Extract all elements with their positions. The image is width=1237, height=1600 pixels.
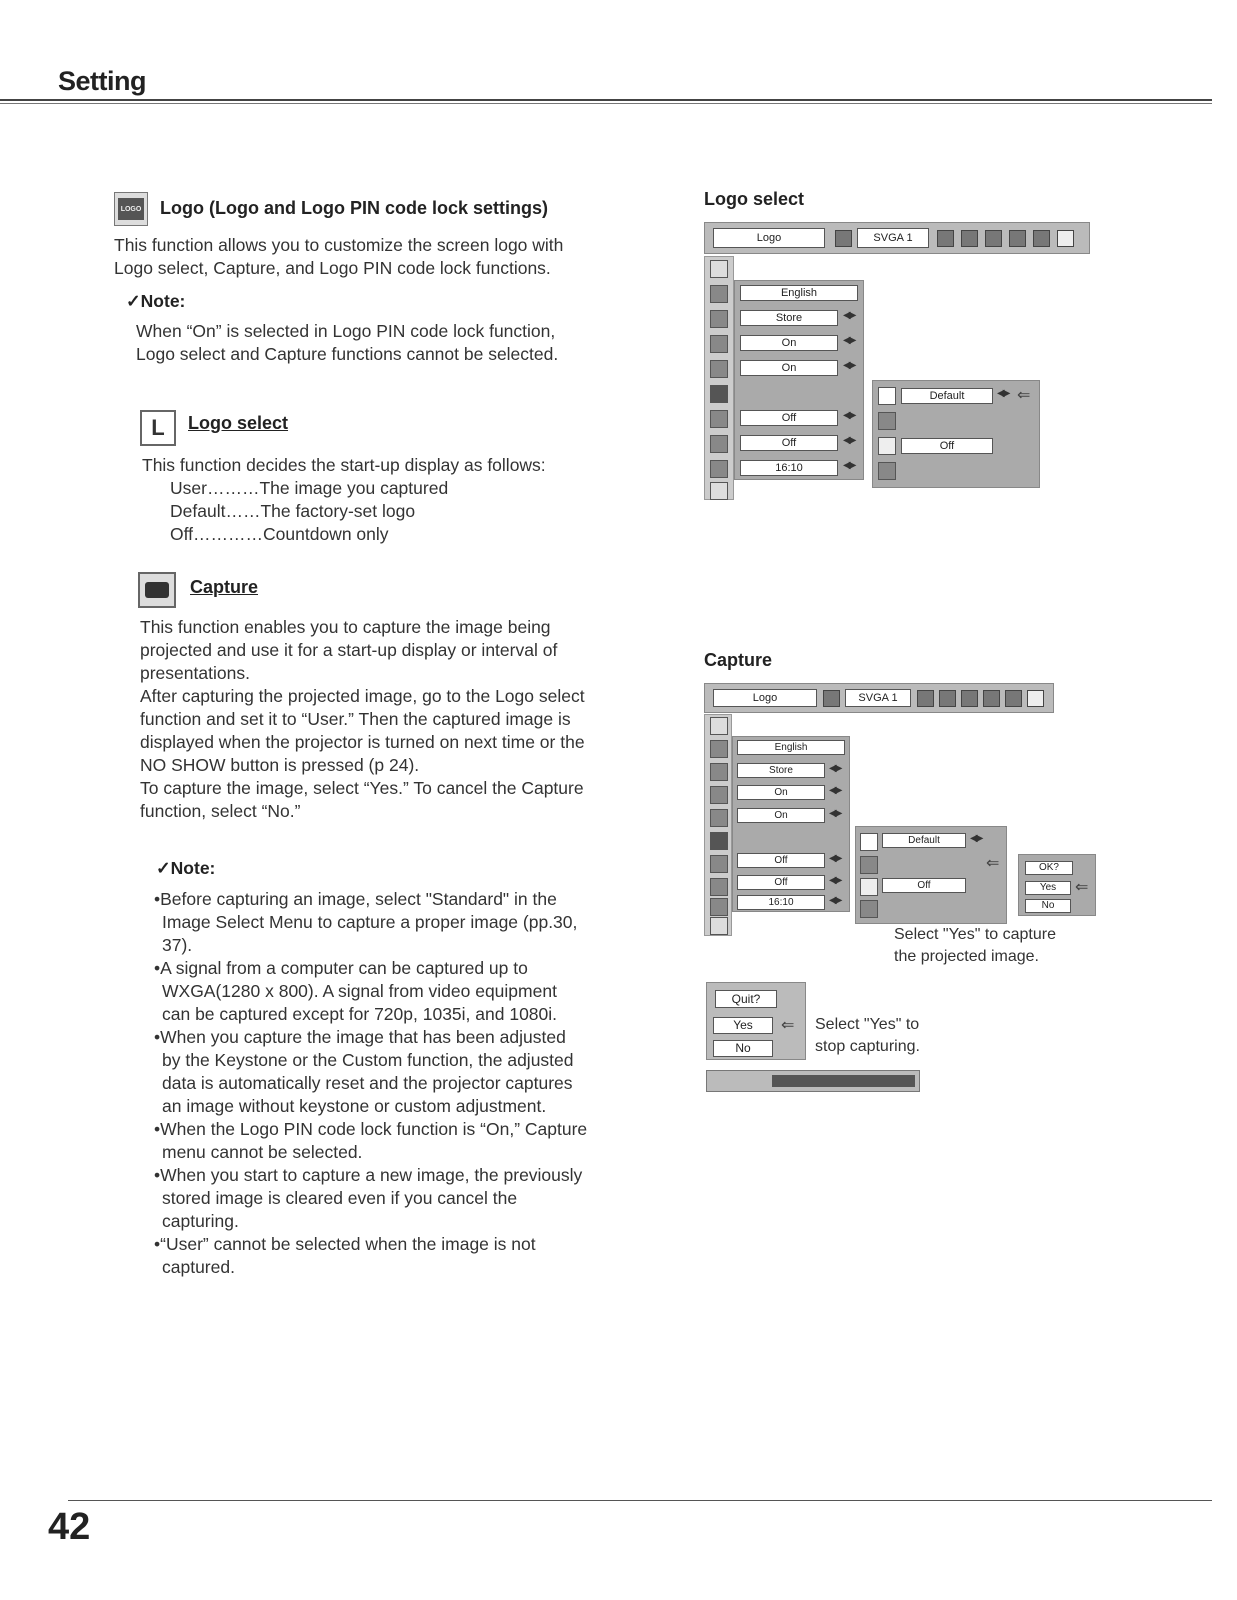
screen-icon bbox=[1009, 230, 1026, 247]
lr-arrows-icon: ◀▶ bbox=[843, 360, 855, 371]
section-intro: This function allows you to customize the screen logo with Logo select, Capture, and Logo PIN code lock functions. bbox=[114, 235, 564, 278]
logo-select-text: This function decides the start-up display as follows: User………The image you captured Default……The factory-set logo Off…………Countdown only bbox=[142, 455, 546, 544]
fig1-signal: SVGA 1 bbox=[857, 228, 929, 248]
menu-icon bbox=[710, 898, 728, 916]
lr-arrows-icon: ◀▶ bbox=[829, 808, 841, 819]
up-arrow-icon bbox=[710, 717, 728, 735]
menu-icon bbox=[710, 310, 728, 328]
lr-arrows-icon: ◀▶ bbox=[843, 335, 855, 346]
fig1-menubar bbox=[704, 222, 1090, 254]
section-note-text: When “On” is selected in Logo PIN code lock function, Logo select and Capture functions cannot be selected. bbox=[136, 321, 559, 364]
signal-icon bbox=[823, 690, 840, 707]
lr-arrows-icon: ◀▶ bbox=[997, 388, 1009, 399]
fig2-logo-submenu: Default ◀▶ ⇐ Off bbox=[855, 826, 1007, 924]
logo-section-icon: LOGO bbox=[114, 192, 148, 226]
fig2-signal: SVGA 1 bbox=[845, 689, 911, 707]
footer-rule bbox=[68, 1500, 1212, 1501]
exit-icon bbox=[878, 462, 896, 480]
image-adjust-icon bbox=[917, 690, 934, 707]
camera-icon bbox=[138, 572, 176, 608]
caption-quit: Select "Yes" to stop capturing. bbox=[815, 1016, 920, 1055]
pointer-icon: ⇐ bbox=[986, 855, 1000, 872]
check-icon: ✓ bbox=[156, 858, 171, 878]
menu-icon bbox=[710, 855, 728, 873]
camera-icon bbox=[860, 856, 878, 874]
lr-arrows-icon: ◀▶ bbox=[829, 875, 841, 886]
list-item: •When the Logo PIN code lock function is “On,” Capture menu cannot be selected. bbox=[154, 1119, 588, 1162]
section-note-label: ✓Note: bbox=[126, 291, 186, 311]
progress-fill bbox=[711, 1075, 772, 1087]
page-header-title: Setting bbox=[58, 66, 146, 96]
list-item: •“User” cannot be selected when the image is not captured. bbox=[154, 1234, 536, 1277]
capture-title: Capture bbox=[190, 577, 259, 597]
pin-lock-icon bbox=[878, 437, 896, 455]
capture-note-label: ✓Note: bbox=[156, 858, 216, 878]
check-icon: ✓ bbox=[126, 291, 141, 311]
quit-dialog: Quit? Yes ⇐ No bbox=[706, 982, 806, 1060]
pointer-icon: ⇐ bbox=[781, 1017, 795, 1034]
menu-icon bbox=[710, 763, 728, 781]
header-rule-thin bbox=[0, 103, 1212, 104]
image-adjust-icon bbox=[937, 230, 954, 247]
menu-icon bbox=[710, 435, 728, 453]
caption-capture: Select "Yes" to capture the projected image. bbox=[894, 926, 1056, 965]
exit-icon bbox=[860, 900, 878, 918]
logo-select-title: Logo select bbox=[188, 413, 289, 433]
logo-select-icon bbox=[860, 833, 878, 851]
image-select-icon bbox=[939, 690, 956, 707]
fig2-menu-title: Logo bbox=[713, 689, 817, 707]
ok-dialog: OK? Yes ⇐ No bbox=[1018, 854, 1096, 916]
menu-icon bbox=[710, 809, 728, 827]
info-icon bbox=[1005, 690, 1022, 707]
lr-arrows-icon: ◀▶ bbox=[829, 785, 841, 796]
lr-arrows-icon: ◀▶ bbox=[843, 460, 855, 471]
down-arrow-icon bbox=[710, 917, 728, 935]
capture-progress-bar bbox=[706, 1070, 920, 1092]
menu-icon bbox=[710, 285, 728, 303]
lr-arrows-icon: ◀▶ bbox=[843, 310, 855, 321]
lr-arrows-icon: ◀▶ bbox=[829, 763, 841, 774]
list-item: •A signal from a computer can be captured up to WXGA(1280 x 800). A signal from video equipment can be captured except for 720p, 1035i, and 1080i. bbox=[154, 958, 558, 1024]
fig1-menu-title: Logo bbox=[713, 228, 825, 248]
menu-icon bbox=[710, 460, 728, 478]
menu-icon bbox=[710, 786, 728, 804]
up-arrow-icon bbox=[710, 260, 728, 278]
pointer-icon: ⇐ bbox=[1075, 879, 1089, 896]
page-number: 42 bbox=[48, 1506, 91, 1548]
setting-icon bbox=[985, 230, 1002, 247]
image-select-icon bbox=[961, 230, 978, 247]
fig1-sidebar bbox=[704, 256, 734, 500]
fig2-values-panel: English Store ◀▶ On ◀▶ On ◀▶ Off ◀▶ Off ◀▶ 16:10 ◀▶ bbox=[732, 736, 850, 912]
camera-icon bbox=[878, 412, 896, 430]
screen-icon bbox=[983, 690, 1000, 707]
fig2-menubar bbox=[704, 683, 1054, 713]
fig2-sidebar bbox=[704, 714, 732, 936]
list-item: •When you capture the image that has been adjusted by the Keystone or the Custom function, the adjusted data is automatically reset and the projector captures an image without keystone or custom adjustment. bbox=[154, 1027, 574, 1116]
section-title: Logo (Logo and Logo PIN code lock settings) bbox=[160, 198, 548, 218]
fig-capture-label: Capture bbox=[704, 650, 773, 670]
pencil-icon bbox=[1057, 230, 1074, 247]
pin-lock-icon bbox=[860, 878, 878, 896]
logo-menu-icon bbox=[710, 832, 728, 850]
fig-logo-select-label: Logo select bbox=[704, 189, 805, 209]
capture-note-list bbox=[154, 888, 646, 1279]
capture-text: This function enables you to capture the image being projected and use it for a start-up display or interval of presentations. After capturing the projected image, go to the Logo select function and set it to “User.” Then the captured image is displayed when the projector is turned on next time or the NO SHOW button is pressed (p 24). To capture the image, select “Yes.” To cancel the Capture function, select “No.” bbox=[140, 617, 585, 821]
setting-icon bbox=[961, 690, 978, 707]
logo-select-icon: L bbox=[140, 410, 176, 446]
lr-arrows-icon: ◀▶ bbox=[843, 435, 855, 446]
menu-icon bbox=[710, 335, 728, 353]
menu-icon bbox=[710, 740, 728, 758]
down-arrow-icon bbox=[710, 482, 728, 500]
list-item: •When you start to capture a new image, the previously stored image is cleared even if you cancel the capturing. bbox=[154, 1165, 583, 1231]
header-rule bbox=[0, 99, 1212, 101]
list-item: •Before capturing an image, select "Standard" in the Image Select Menu to capture a proper image (pp.30, 37). bbox=[154, 889, 578, 955]
fig1-values-panel: English Store ◀▶ On ◀▶ On ◀▶ Off ◀▶ Off ◀▶ 16:10 ◀▶ bbox=[734, 280, 864, 480]
lr-arrows-icon: ◀▶ bbox=[843, 410, 855, 421]
lr-arrows-icon: ◀▶ bbox=[829, 853, 841, 864]
menu-icon bbox=[710, 878, 728, 896]
logo-select-icon bbox=[878, 387, 896, 405]
pointer-icon: ⇐ bbox=[1017, 387, 1031, 404]
pencil-icon bbox=[1027, 690, 1044, 707]
lr-arrows-icon: ◀▶ bbox=[970, 833, 982, 844]
info-icon bbox=[1033, 230, 1050, 247]
menu-icon bbox=[710, 410, 728, 428]
signal-icon bbox=[835, 230, 852, 247]
fig1-logo-submenu: Default ◀▶ ⇐ Off bbox=[872, 380, 1040, 488]
logo-menu-icon bbox=[710, 385, 728, 403]
lr-arrows-icon: ◀▶ bbox=[829, 895, 841, 906]
menu-icon bbox=[710, 360, 728, 378]
